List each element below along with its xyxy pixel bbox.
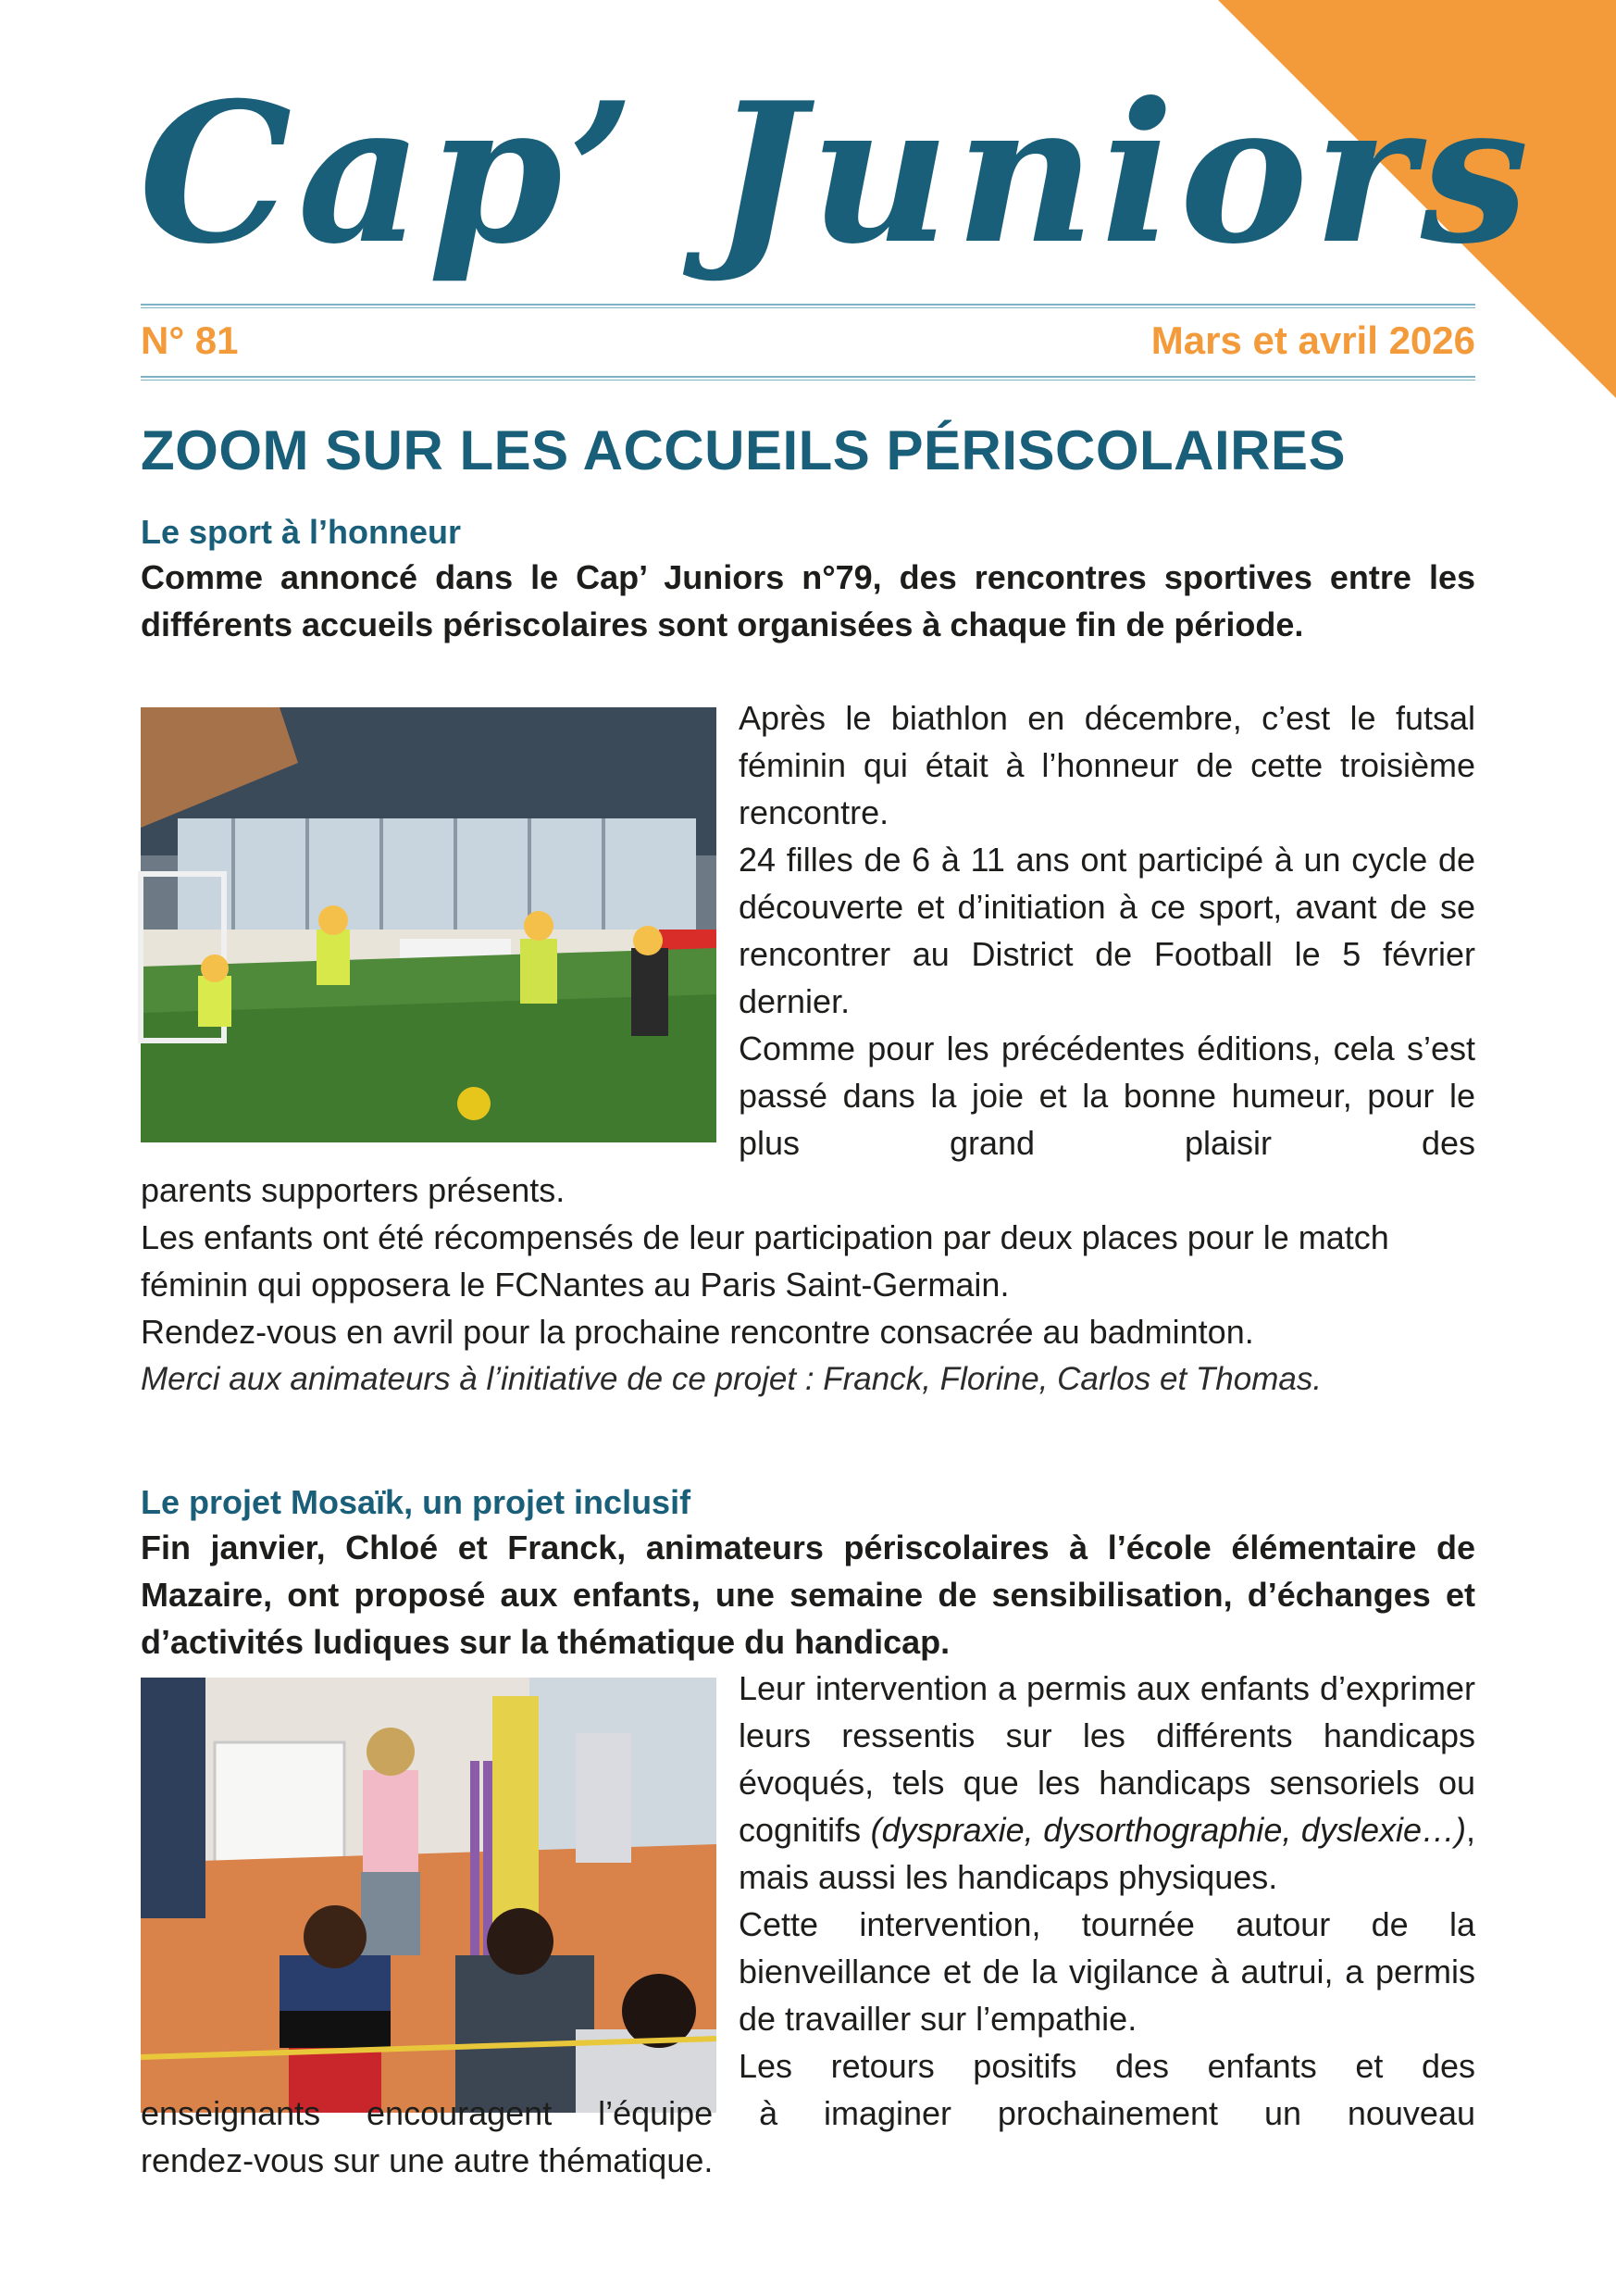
article2-paragraph: Cette intervention, tournée autour de la bienveillance et de la vigilance à autrui, a permis de travailler sur l’empathie. <box>739 1905 1475 2038</box>
article1-credit: Merci aux animateurs à l’initiative de ce projet : Franck, Florine, Carlos et Thomas. <box>141 1361 1323 1397</box>
issue-date: Mars et avril 2026 <box>1150 318 1475 362</box>
article1-body <box>141 694 1475 1403</box>
article1-paragraph: Les enfants ont été récompensés de leur participation par deux places pour le match féminin qui opposera le FCNantes au Paris Saint-Germain. <box>141 1218 1389 1304</box>
article1-paragraph: 24 filles de 6 à 11 ans ont participé à un cycle de découverte et d’initiation à ce sport, avant de se rencontrer au District de Football le 5 février dernier. <box>739 841 1475 1020</box>
newsletter-title: Cap’ Juniors <box>139 61 1535 287</box>
article2-paragraph: Les retours positifs des enfants et des <box>739 2047 1475 2085</box>
article2-italic-examples: (dyspraxie, dysorthographie, dyslexie…) <box>870 1811 1466 1849</box>
article2-text: Leur intervention a permis aux enfants d’exprimer leurs ressentis sur les différents handicaps évoqués, tels que les handicaps sensoriels ou cognitifs <box>739 1669 1475 1849</box>
page-heading: ZOOM SUR LES ACCUEILS PÉRISCOLAIRES <box>141 419 1347 481</box>
article2-text: , mais aussi les handicaps physiques. <box>739 1811 1475 1896</box>
article2-paragraph: enseignants encouragent l’équipe à imaginer prochainement un nouveau <box>141 2094 1475 2132</box>
article2-body <box>141 1665 1475 2184</box>
issue-bar <box>141 313 1475 368</box>
masthead-title <box>139 56 1535 306</box>
article2-paragraph <box>739 1665 1475 1901</box>
article1-paragraph: parents supporters présents. <box>141 1171 566 1209</box>
article1-lead: Comme annoncé dans le Cap’ Juniors n°79, des rencontres sportives entre les différents accueils périscolaires sont organisées à chaque fin de période. <box>141 558 1475 643</box>
article2-subtitle: Le projet Mosaïk, un projet inclusif <box>141 1483 691 1521</box>
article2-lead: Fin janvier, Chloé et Franck, animateurs périscolaires à l’école élémentaire de Mazaire, ont proposé aux enfants, une semaine de sensibilisation, d’échanges et d’activités ludiques sur la thématique du handicap. <box>141 1529 1475 1661</box>
top-divider <box>141 304 1475 308</box>
article2-paragraph: rendez-vous sur une autre thématique. <box>141 2141 714 2179</box>
issue-number: N° 81 <box>141 318 239 362</box>
article1-subtitle: Le sport à l’honneur <box>141 513 462 551</box>
article1-paragraph: Comme pour les précédentes éditions, cela s’est passé dans la joie et la bonne humeur, pour le plus grand plaisir des <box>739 1029 1475 1162</box>
article1-paragraph: Rendez-vous en avril pour la prochaine rencontre consacrée au badminton. <box>141 1313 1254 1351</box>
bottom-divider <box>141 376 1475 381</box>
article1-paragraph: Après le biathlon en décembre, c’est le futsal féminin qui était à l’honneur de cette troisième rencontre. <box>739 699 1475 831</box>
